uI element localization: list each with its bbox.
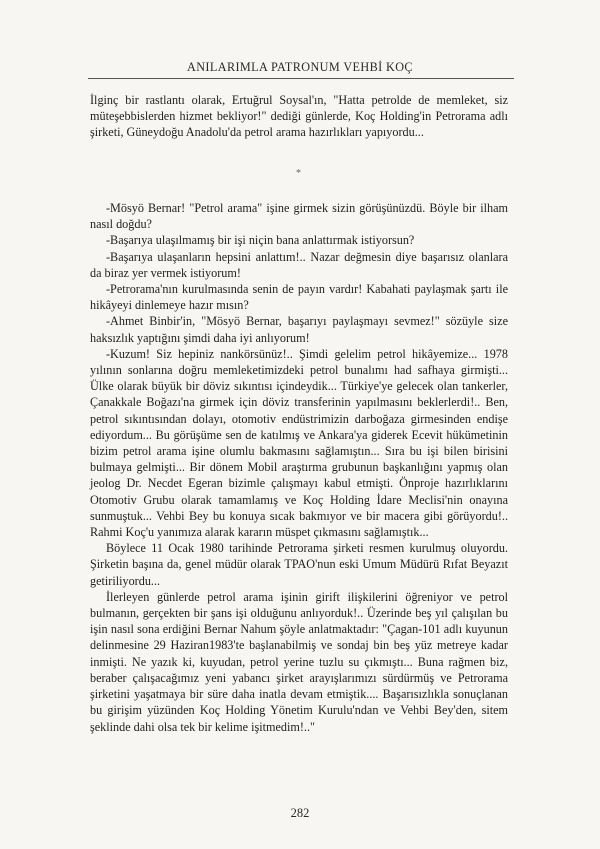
opening-paragraph-block	[90, 92, 508, 141]
dialogue-paragraph: -Ahmet Binbir'in, "Mösyö Bernar, başarıyı paylaşmayı sevmez!" sözüyle size haksızlık yaptığını şimdi daha iyi anlıyorum!	[90, 314, 508, 345]
dialogue-paragraph: -Kuzum! Siz hepiniz nankörsünüz!.. Şimdi gelelim petrol hikâyemize... 1978 yılının sonlarına doğru memleketimizdeki petrol bunalımı had safhaya girmişti... Ülke olarak büyük bir döviz sıkıntısı içindeydik... Türkiye'ye gelecek olan tankerler, Çanakkale Boğazı'na girmek için döviz transferinin yapılmasını beklerlerdi!.. Ben, petrol sıkıntısından dolayı, otomotiv endüstrimizin darboğaza girmesinden endişe ediyordum... Bu görüşüme sen de katılmış ve Ankara'ya giderek Ecevit hükümetinin bizim petrol arama işine olumlu bakmasını sağlamıştın... Sıra bu işi bilen birisini bulmaya gelmişti... Bir dönem Mobil araştırma grubunun başkanlığını yapmış olan jeolog Dr. Necdet Egeran bizimle çalışmayı kabul etmişti. Önproje hazırlıklarını Otomotiv Grubu olarak tamamlamış ve Koç Holding İdare Meclisi'nin onayına sunmuştuk... Vehbi Bey bu konuya sıcak bakmıyor ve bir macera gibi görüyordu!.. Rahmi Koç'u yanımıza alarak kararın müspet çıkmasını sağlamıştık...	[90, 346, 508, 540]
dialogue-paragraph: -Başarıya ulaşanların hepsini anlattım!.. Nazar değmesin diye başarısız olanlara da biraz yer vermek istiyorum!	[90, 249, 508, 280]
dialogue-paragraph: İlerleyen günlerde petrol arama işinin girift ilişkilerini öğreniyor ve petrol bulmanın, gerçekten bir şans işi olduğunu anlıyorduk!.. Üzerinde beş yıl çalışılan bu işin nasıl sona erdiğini Bernar Nahum şöyle anlatmaktadır: "Çagan-101 adlı kuyunun delinmesine 29 Haziran1983'te başlanabilmiş ve sondaj bin beş yüz metreye kadar inmişti. Ne yazık ki, kuyudan, petrol yerine tuzlu su çıkmıştı... Buna rağmen biz, beraber çalışacağımız yeni yabancı şirket arayışlarımızı sürdürmüş ve Petrorama şirketini yaşatmaya bir süre daha inatla devam etmiştik.... Başarısızlıkla sonuçlanan bu girişim yüzünden Koç Holding Yönetim Kurulu'ndan ve Vehbi Bey'den, sitem şeklinde dahi olsa tek bir kelime işitmedim!.."	[90, 589, 508, 734]
dialogue-paragraph: -Mösyö Bernar! "Petrol arama" işine girmek sizin görüşünüzdü. Böyle bir ilham nasıl doğdu?	[90, 201, 508, 232]
opening-paragraph: İlginç bir rastlantı olarak, Ertuğrul Soysal'ın, "Hatta petrolde de memleket, siz müteşebbislerden hizmet bekliyor!" dediği günlerde, Koç Holding'in Petrorama adlı şirketi, Güneydoğu Anadolu'da petrol arama hazırlıkları yapıyordu...	[90, 93, 508, 140]
page-number: 282	[290, 806, 310, 820]
section-separator: *	[296, 168, 301, 179]
dialogue-block	[90, 200, 508, 735]
running-header: ANILARIMLA PATRONUM VEHBİ KOÇ	[187, 60, 413, 74]
dialogue-paragraph: -Başarıya ulaşılmamış bir işi niçin bana anlattırmak istiyorsun?	[106, 233, 415, 248]
dialogue-paragraph: Böylece 11 Ocak 1980 tarihinde Petrorama şirketi resmen kurulmuş oluyordu. Şirketin başına da, genel müdür olarak TPAO'nun eski Umum Müdürü Rıfat Beyazıt getiriliyordu...	[90, 541, 508, 588]
header-rule	[88, 78, 514, 79]
dialogue-paragraph: -Petrorama'nın kurulmasında senin de payın vardır! Kabahati paylaşmak şartı ile hikâyeyi dinlemeye hazır mısın?	[90, 282, 508, 313]
